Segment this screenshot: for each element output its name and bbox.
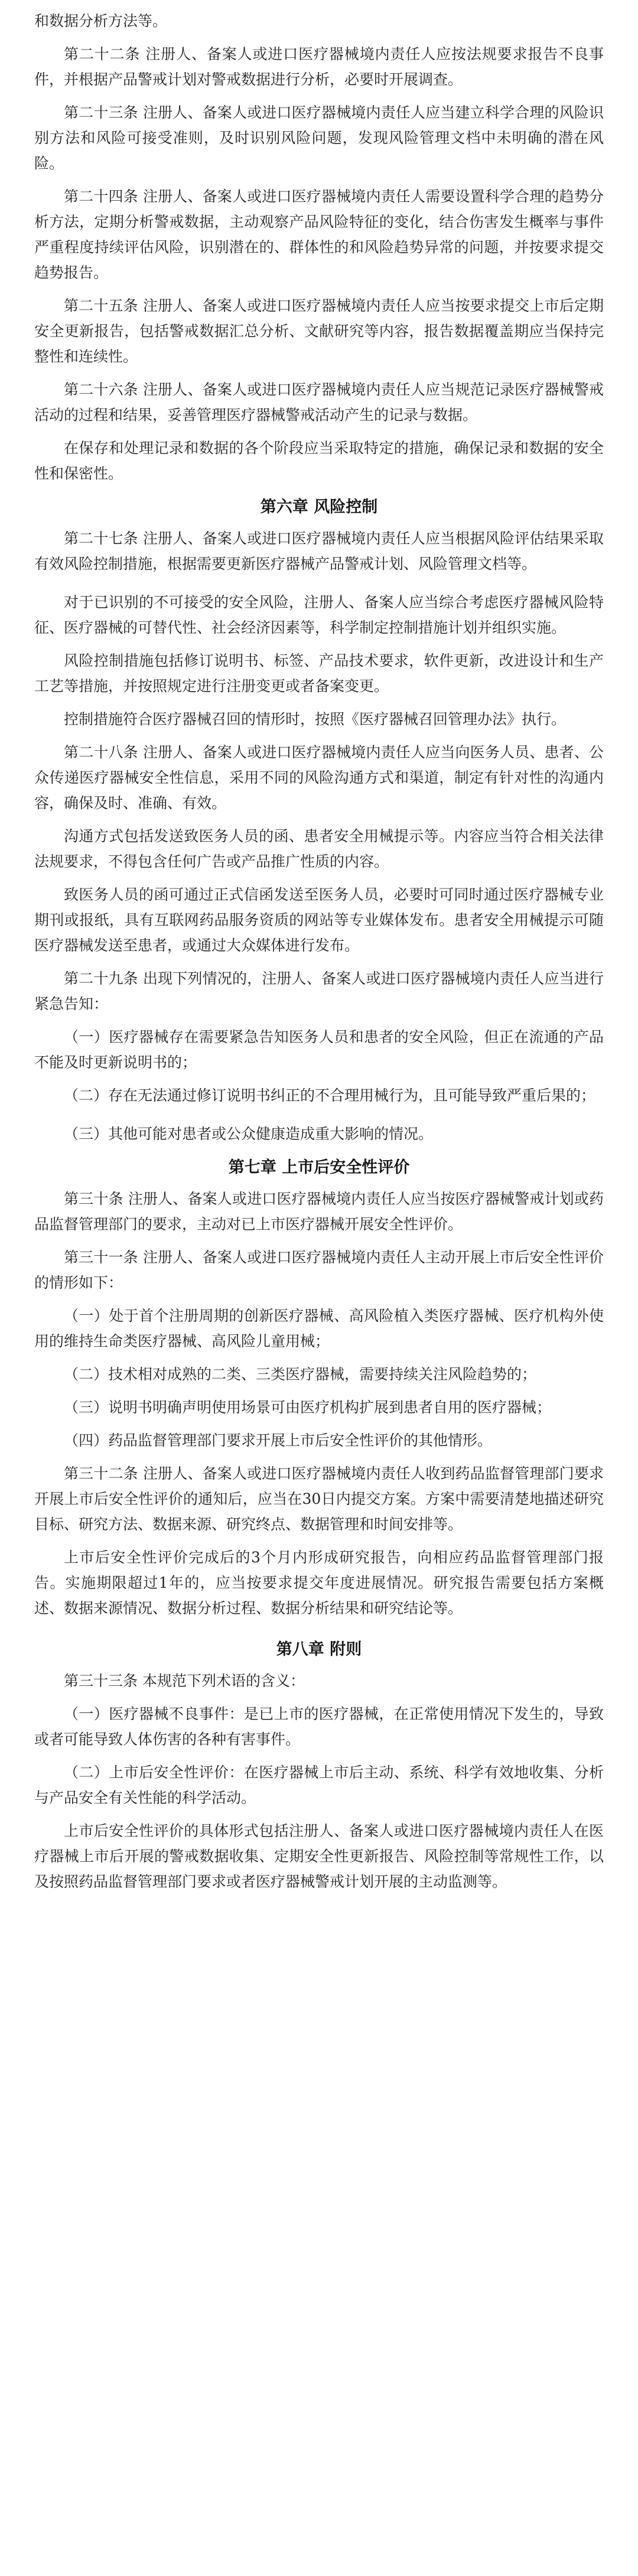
paragraph: 上市后安全性评价的具体形式包括注册人、备案人或进口医疗器械境内责任人在医疗器械上市后开展的警戒数据收集、定期安全性更新报告、风险控制等常规性工作，以及按照药品监督管理部门要求或者医疗器械警戒计划开展的主动监测等。 <box>34 1822 604 1890</box>
paragraph: （一）医疗器械不良事件：是已上市的医疗器械，在正常使用情况下发生的，导致或者可能导致人体伤害的各种有害事件。 <box>34 1705 604 1748</box>
paragraph: （二）上市后安全性评价：在医疗器械上市后主动、系统、科学有效地收集、分析与产品安全有关性能的科学活动。 <box>34 1764 604 1806</box>
paragraph: （二）技术相对成熟的二类、三类医疗器械，需要持续关注风险趋势的； <box>64 1366 537 1383</box>
paragraph: 第三十一条 注册人、备案人或进口医疗器械境内责任人主动开展上市后安全性评价的情形如下： <box>34 1249 604 1291</box>
paragraph: 对于已识别的不可接受的安全风险，注册人、备案人应当综合考虑医疗器械风险特征、医疗器械的可替代性、社会经济因素等，科学制定控制措施计划并组织实施。 <box>34 594 604 636</box>
paragraph: （四）药品监督管理部门要求开展上市后安全性评价的其他情形。 <box>64 1432 493 1449</box>
paragraph: （一）医疗器械存在需要紧急告知医务人员和患者的安全风险，但正在流通的产品不能及时更新说明书的； <box>34 1028 604 1071</box>
paragraph: （一）处于首个注册周期的创新医疗器械、高风险植入类医疗器械、医疗机构外使用的维持生命类医疗器械、高风险儿童用械； <box>34 1307 604 1350</box>
chapter-heading: 第七章 上市后安全性评价 <box>228 1158 410 1177</box>
paragraph: 和数据分析方法等。 <box>34 12 168 30</box>
chapter-heading: 第六章 风险控制 <box>260 498 378 516</box>
paragraph: 控制措施符合医疗器械召回的情形时，按照《医疗器械召回管理办法》执行。 <box>64 711 567 728</box>
paragraph: 第二十五条 注册人、备案人或进口医疗器械境内责任人应当按要求提交上市后定期安全更新报告，包括警戒数据汇总分析、文献研究等内容，报告数据覆盖期应当保持完整性和连续性。 <box>34 297 604 365</box>
paragraph: （二）存在无法通过修订说明书纠正的不合理用械行为，且可能导致严重后果的； <box>64 1087 596 1104</box>
paragraph: 第三十三条 本规范下列术语的含义： <box>64 1672 305 1689</box>
paragraph: 第二十三条 注册人、备案人或进口医疗器械境内责任人应当建立科学合理的风险识别方法和风险可接受准则，及时识别风险问题，发现风险管理文档中未明确的潜在风险。 <box>34 104 604 172</box>
paragraph: （三）说明书明确声明使用场景可由医疗机构扩展到患者自用的医疗器械； <box>64 1399 552 1416</box>
paragraph: 第二十二条 注册人、备案人或进口医疗器械境内责任人应按法规要求报告不良事件，并根据产品警戒计划对警戒数据进行分析，必要时开展调查。 <box>34 45 604 88</box>
paragraph: 致医务人员的函可通过正式信函发送至医务人员，必要时可同时通过医疗器械专业期刊或报纸，具有互联网药品服务资质的网站等专业媒体发布。患者安全用械提示可随医疗器械发送至患者，或通过大众媒体进行发布。 <box>34 886 604 954</box>
paragraph: （三）其他可能对患者或公众健康造成重大影响的情况。 <box>64 1125 434 1142</box>
paragraph: 第二十七条 注册人、备案人或进口医疗器械境内责任人应当根据风险评估结果采取有效风险控制措施，根据需要更新医疗器械产品警戒计划、风险管理文档等。 <box>34 530 604 572</box>
paragraph: 第三十二条 注册人、备案人或进口医疗器械境内责任人收到药品监督管理部门要求开展上市后安全性评价的通知后，应当在30日内提交方案。方案中需要清楚地描述研究目标、研究方法、数据来源、研究终点、数据管理和时间安排等。 <box>34 1465 604 1533</box>
paragraph: 上市后安全性评价完成后的3个月内形成研究报告，向相应药品监督管理部门报告。实施期限超过1年的，应当按要求提交年度进展情况。研究报告需要包括方案概述、数据来源情况、数据分析过程、数据分析结果和研究结论等。 <box>34 1549 604 1617</box>
paragraph: 沟通方式包括发送致医务人员的函、患者安全用械提示等。内容应当符合相关法律法规要求，不得包含任何广告或产品推广性质的内容。 <box>34 828 604 870</box>
paragraph: 第三十条 注册人、备案人或进口医疗器械境内责任人应当按医疗器械警戒计划或药品监督管理部门的要求，主动对已上市医疗器械开展安全性评价。 <box>34 1190 604 1233</box>
paragraph: 风险控制措施包括修订说明书、标签、产品技术要求，软件更新，改进设计和生产工艺等措施，并按照规定进行注册变更或者备案变更。 <box>34 652 604 695</box>
paragraph: 第二十四条 注册人、备案人或进口医疗器械境内责任人需要设置科学合理的趋势分析方法，定期分析警戒数据，主动观察产品风险特征的变化，结合伤害发生概率与事件严重程度持续评估风险，识别潜在的、群体性的和风险趋势异常的问题，并按要求提交趋势报告。 <box>34 188 604 281</box>
paragraph: 第二十六条 注册人、备案人或进口医疗器械境内责任人应当规范记录医疗器械警戒活动的过程和结果，妥善管理医疗器械警戒活动产生的记录与数据。 <box>34 381 604 424</box>
chapter-heading: 第八章 附则 <box>276 1640 362 1659</box>
paragraph: 第二十九条 出现下列情况的，注册人、备案人或进口医疗器械境内责任人应当进行紧急告知： <box>34 970 604 1012</box>
paragraph: 在保存和处理记录和数据的各个阶段应当采取特定的措施，确保记录和数据的安全性和保密性。 <box>34 439 604 482</box>
paragraph: 第二十八条 注册人、备案人或进口医疗器械境内责任人应当向医务人员、患者、公众传递医疗器械安全性信息，采用不同的风险沟通方式和渠道，制定有针对性的沟通内容，确保及时、准确、有效。 <box>34 744 604 812</box>
